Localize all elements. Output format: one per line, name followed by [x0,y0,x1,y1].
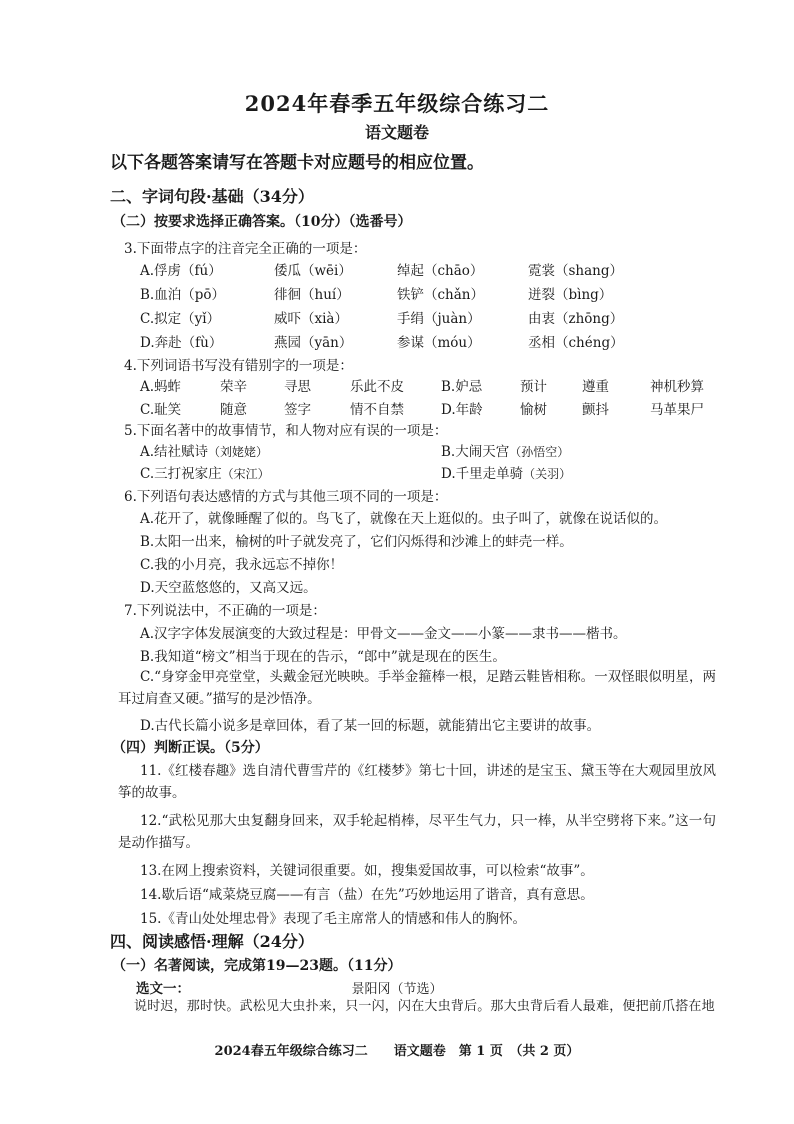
q7-stem: 7.下列说法中，不正确的一项是： [124,603,326,619]
excerpt-title: 景阳冈（节选） [351,982,443,997]
q7-option-c: C.“身穿金甲亮堂堂，头戴金冠光映映。手举金箍棒一根，足踏云鞋皆相称。一双怪眼似明星，两耳过肩查又硬。”描写的是沙悟净。 [118,669,716,707]
q6-stem: 6.下列语句表达感情的方式与其他三项不同的一项是： [124,489,448,505]
q6-option-c: C.我的小月亮，我永远忘不掉你！ [140,557,344,573]
q3-b1: B.血泊（pō） [140,287,225,303]
q14: 14.歇后语“咸菜烧豆腐——有言（盐）在先”巧妙地运用了谐音，真有意思。 [140,887,594,903]
q6-option-d: D.天空蓝悠悠的，又高又远。 [140,580,317,596]
part-4-heading: （四）判断正误。（5分） [112,740,269,756]
q5-d-note: （关羽） [523,467,572,481]
q4-stem: 4.下列词语书写没有错别字的一项是： [124,358,353,374]
q7-option-d: D.古代长篇小说多是章回体，看了某一回的标题，就能猜出它主要讲的故事。 [140,718,601,734]
page-title: 2024年春季五年级综合练习二 [244,91,550,116]
page-footer: 2024春五年级综合练习二 语文题卷 第 1 页 （共 2 页） [214,1044,580,1059]
q3-b3: 铁铲（chǎn） [397,287,484,303]
q4-a-word1: A.蚂蚱 [140,379,182,395]
q11: 11.《红楼春趣》选自清代曹雪芹的《红楼梦》第七十回，讲述的是宝玉、黛玉等在大观园里放风筝的故事。 [118,763,716,801]
q3-c2: 威吓（xià） [274,311,348,327]
q4-c-word4: 情不自禁 [350,402,404,418]
q5-d-text: D.千里走单骑 [441,466,524,482]
q5-b-note: （孙悟空） [509,445,570,459]
q6-option-a: A.花开了，就像睡醒了似的。鸟飞了，就像在天上逛似的。虫子叫了，就像在说话似的。 [140,511,668,527]
q4-a-word3: 寻思 [284,379,311,395]
q3-c1: C.拟定（yǐ） [140,311,221,327]
q3-a4: 霓裳（shang） [528,263,624,279]
part-2-heading: （二）按要求选择正确答案。（10分）（选番号） [112,214,412,230]
answer-notice: 以下各题答案请写在答题卡对应题号的相应位置。 [110,153,484,173]
q5-c-note: （宋江） [221,467,270,481]
q6-option-b: B.太阳一出来，榆树的叶子就发亮了，它们闪烁得和沙滩上的蚌壳一样。 [140,534,573,550]
q5-option-b [441,440,569,460]
q3-d4: 丞相（chéng） [528,335,624,351]
section-2-heading: 二、字词句段·基础（34分） [110,187,314,206]
page-subtitle: 语文题卷 [364,123,429,142]
q4-b-word3: 遵重 [582,379,609,395]
q3-stem: 3.下面带点字的注音完全正确的一项是： [124,241,367,257]
q3-c3: 手绢（juàn） [397,311,481,327]
q4-d-word2: 愉树 [520,402,547,418]
q3-b2: 徘徊（huí） [274,287,350,303]
q5-stem: 5.下面名著中的故事情节，和人物对应有误的一项是： [124,423,448,439]
q5-a-text: A.结社赋诗 [140,444,209,460]
q15: 15.《青山处处埋忠骨》表现了毛主席常人的情感和伟人的胸怀。 [140,911,526,927]
q4-a-word4: 乐此不皮 [350,379,404,395]
q4-a-word2: 荣辛 [220,379,247,395]
q3-d2: 燕园（yān） [274,335,353,351]
q5-b-text: B.大闹天宫 [441,444,510,460]
excerpt-label: 选文一： [136,981,190,997]
section-4-heading: 四、阅读感悟·理解（24分） [110,932,314,951]
q3-a1: A.俘虏（fú） [140,263,222,279]
q3-b4: 迸裂（bìng） [528,287,613,303]
q4-c-word2: 随意 [220,402,247,418]
q12: 12.“武松见那大虫复翻身回来，双手轮起梢棒，尽平生气力，只一棒，从半空劈将下来。”这一句是动作描写。 [118,813,716,851]
q4-d-word4: 马革果尸 [650,402,704,418]
q4-d-word3: 颤抖 [582,402,609,418]
part-1-heading: （一）名著阅读，完成第19—23题。（11分） [112,958,402,974]
q5-option-d [441,462,571,482]
q3-d3: 参谋（móu） [397,335,481,351]
q5-a-note: （刘姥姥） [208,445,269,459]
q13: 13.在网上搜索资料，关键词很重要。如，搜集爱国故事，可以检索“故事”。 [140,863,594,879]
q4-c-word1: C.耻笑 [140,402,182,418]
q4-c-word3: 签字 [284,402,311,418]
q4-b-word4: 神机秒算 [650,379,704,395]
q5-option-a [140,440,268,460]
q3-a2: 倭瓜（wēi） [274,263,352,279]
q7-option-b: B.我知道“榜文”相当于现在的告示，“郎中”就是现在的医生。 [140,649,506,665]
q5-c-text: C.三打祝家庄 [140,466,222,482]
q5-option-c [140,462,270,482]
q4-d-word1: D.年龄 [441,402,483,418]
q7-option-a: A.汉字字体发展演变的大致过程是：甲骨文——金文——小篆——隶书——楷书。 [140,626,627,642]
q4-b-word2: 预计 [520,379,547,395]
q3-d1: D.奔赴（fù） [140,335,223,351]
q3-c4: 由衷（zhōng） [528,311,624,327]
excerpt-text: 说时迟，那时快。武松见大虫扑来，只一闪，闪在大虫背后。那大虫背后看人最难，便把前爪搭在地 [134,999,715,1014]
q3-a3: 绰起（chāo） [397,263,484,279]
q4-b-word1: B.妒忌 [441,379,483,395]
